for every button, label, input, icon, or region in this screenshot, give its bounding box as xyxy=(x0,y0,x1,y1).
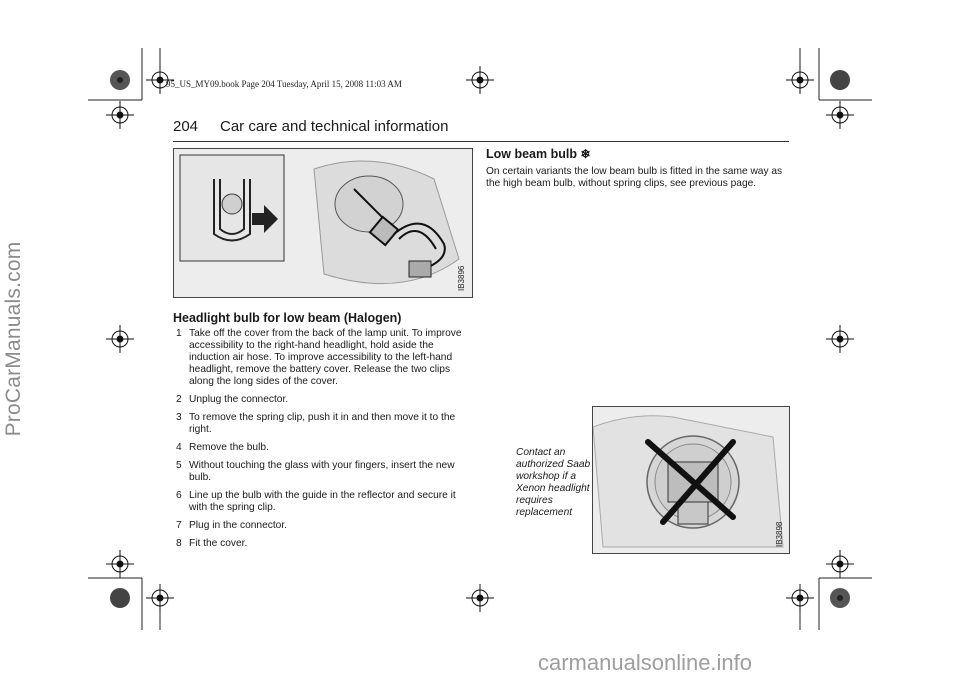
heading-text: Low beam bulb xyxy=(486,147,577,161)
list-item xyxy=(176,538,476,550)
section-heading-low-beam xyxy=(486,147,591,161)
list-item xyxy=(176,328,476,388)
xenon-caption: Contact an authorized Saab workshop if a Xenon headlight requires replacement xyxy=(516,447,591,518)
step-text: Remove the bulb. xyxy=(189,442,269,453)
step-number: 5 xyxy=(176,460,182,471)
list-item xyxy=(176,490,476,514)
list-item xyxy=(176,394,476,406)
step-number: 4 xyxy=(176,442,182,453)
step-text: To remove the spring clip, push it in and then move it to the right. xyxy=(189,412,456,435)
page-title: Car care and technical information xyxy=(220,118,449,135)
step-number: 8 xyxy=(176,538,182,549)
step-text: Without touching the glass with your fingers, insert the new bulb. xyxy=(189,460,455,483)
xenon-headlight-illustration xyxy=(592,406,790,554)
step-text: Take off the cover from the back of the lamp unit. To improve accessibility to the right-hand headlight, hold aside the induction air hose. To improve accessibility to the left-hand headlight, remove the battery cover. Release the two clips along the long sides of the cover. xyxy=(189,328,462,387)
side-watermark: ProCarManuals.com xyxy=(2,241,25,437)
figure-code: IB3896 xyxy=(457,265,466,291)
page-number: 204 xyxy=(173,118,199,135)
list-item xyxy=(176,520,476,532)
bottom-watermark[interactable]: carmanualsonline.info xyxy=(538,650,753,675)
step-number: 7 xyxy=(176,520,182,531)
step-text: Unplug the connector. xyxy=(189,394,289,405)
list-item xyxy=(176,412,476,436)
figure-code: IB3898 xyxy=(775,521,784,547)
print-info: 95_US_MY09.book Page 204 Tuesday, April 15, 2008 11:03 AM xyxy=(166,79,402,89)
snowflake-icon: ❄ xyxy=(580,147,591,161)
low-beam-description: On certain variants the low beam bulb is fitted in the same way as the high beam bulb, without spring clips, see previous page. xyxy=(486,166,783,189)
step-number: 1 xyxy=(176,328,182,339)
step-text: Plug in the connector. xyxy=(189,520,287,531)
list-item xyxy=(176,460,476,484)
step-text: Fit the cover. xyxy=(189,538,248,549)
step-text: Line up the bulb with the guide in the reflector and secure it with the spring clip. xyxy=(189,490,456,513)
instruction-steps xyxy=(176,328,476,556)
illustration-drawing xyxy=(174,149,472,297)
list-item xyxy=(176,442,476,454)
header-rule xyxy=(173,141,789,142)
step-number: 6 xyxy=(176,490,182,501)
headlight-bulb-illustration xyxy=(173,148,473,298)
xenon-drawing xyxy=(593,407,789,553)
step-number: 2 xyxy=(176,394,182,405)
section-heading-halogen: Headlight bulb for low beam (Halogen) xyxy=(173,311,402,325)
step-number: 3 xyxy=(176,412,182,423)
